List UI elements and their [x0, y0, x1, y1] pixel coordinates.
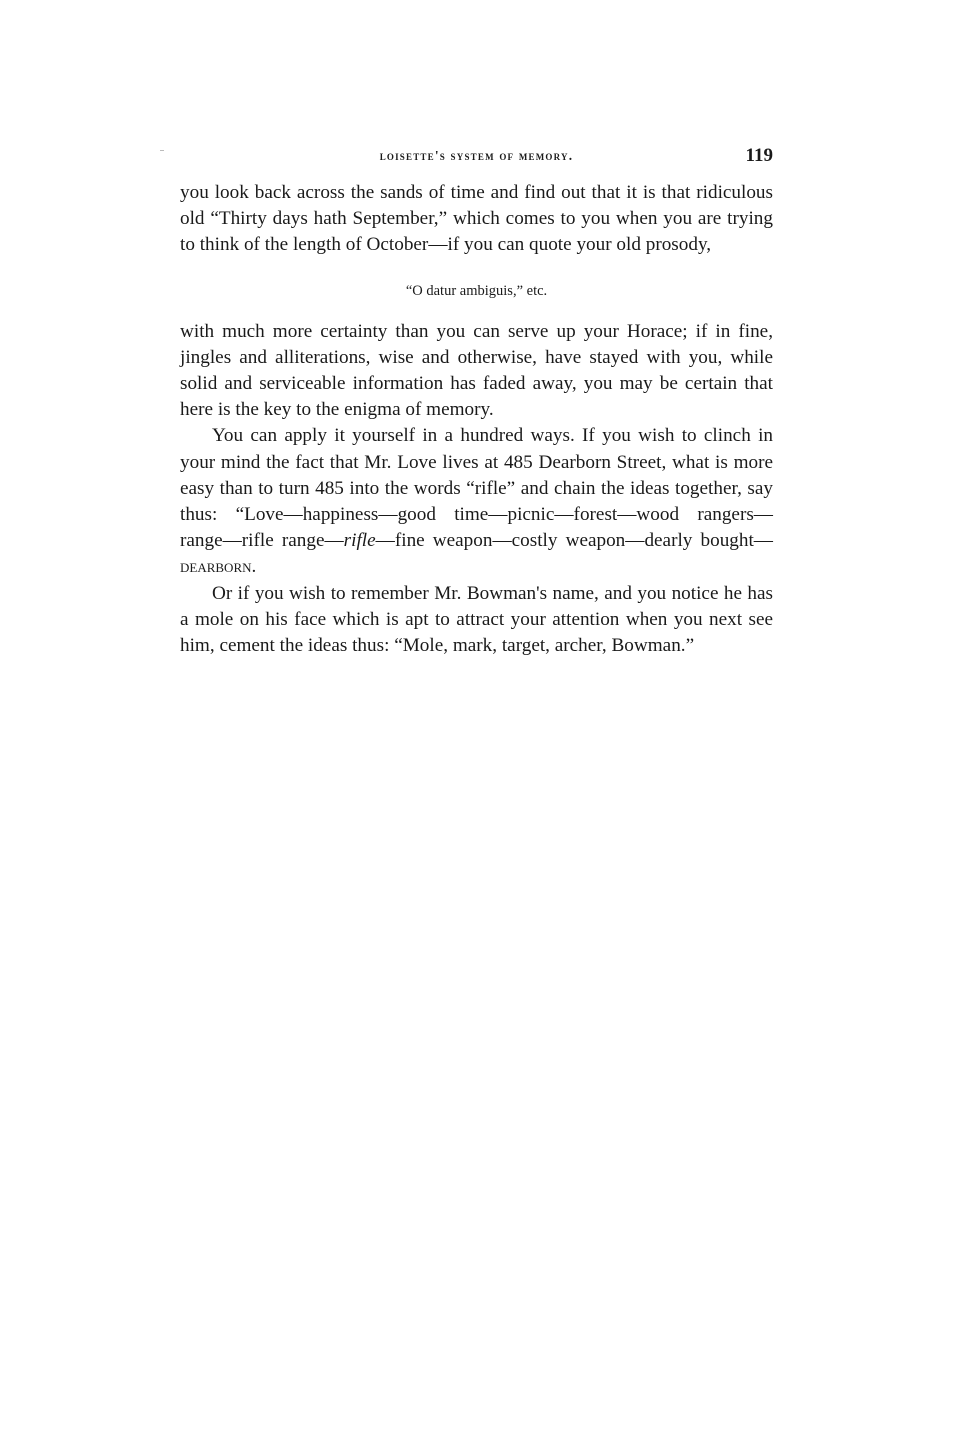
paragraph-3-text: You can apply it yourself in a hundred ways. If you wish to clinch in your mind the fact that Mr. Love lives at 485 Dearborn Street, what is more easy than to turn 485 into the words “rifle” and chain the ideas together, say thus: “Love—happiness—good time—picnic—forest—wood rangers—range—rifle range— — [180, 425, 773, 552]
paragraph-3-end: . — [251, 556, 257, 578]
dearborn-smallcaps: dearborn — [180, 556, 252, 578]
page-number: 119 — [745, 145, 773, 166]
rifle-emphasis: rifle — [343, 530, 376, 552]
paragraph-3-cont: —fine weapon—costly weapon—dearly bought— — [375, 530, 773, 552]
running-head: loisette's system of memory. — [379, 148, 574, 163]
page-header — [180, 143, 773, 171]
paragraph-2: with much more certainty than you can serve up your Horace; if in fine, jingles and alliterations, wise and otherwise, have stayed with you, while solid and serviceable information has faded away, you may be certain that here is the key to the enigma of memory. — [180, 320, 773, 421]
body-text — [180, 180, 773, 659]
paragraph-1: you look back across the sands of time and find out that it is that ridiculous old “Thirty days hath September,” which comes to you when you are trying to think of the length of October—if you can quote your old prosody, — [180, 182, 773, 256]
verse-quote: “O datur ambiguis,” etc. — [405, 282, 548, 299]
paragraph-4: Or if you wish to remember Mr. Bowman's name, and you notice he has a mole on his face which is apt to attract your attention when you next see him, cement the ideas thus: “Mole, mark, target, archer, Bowman.” — [180, 582, 773, 657]
paragraph-3 — [180, 423, 773, 580]
scan-speck — [160, 150, 164, 151]
